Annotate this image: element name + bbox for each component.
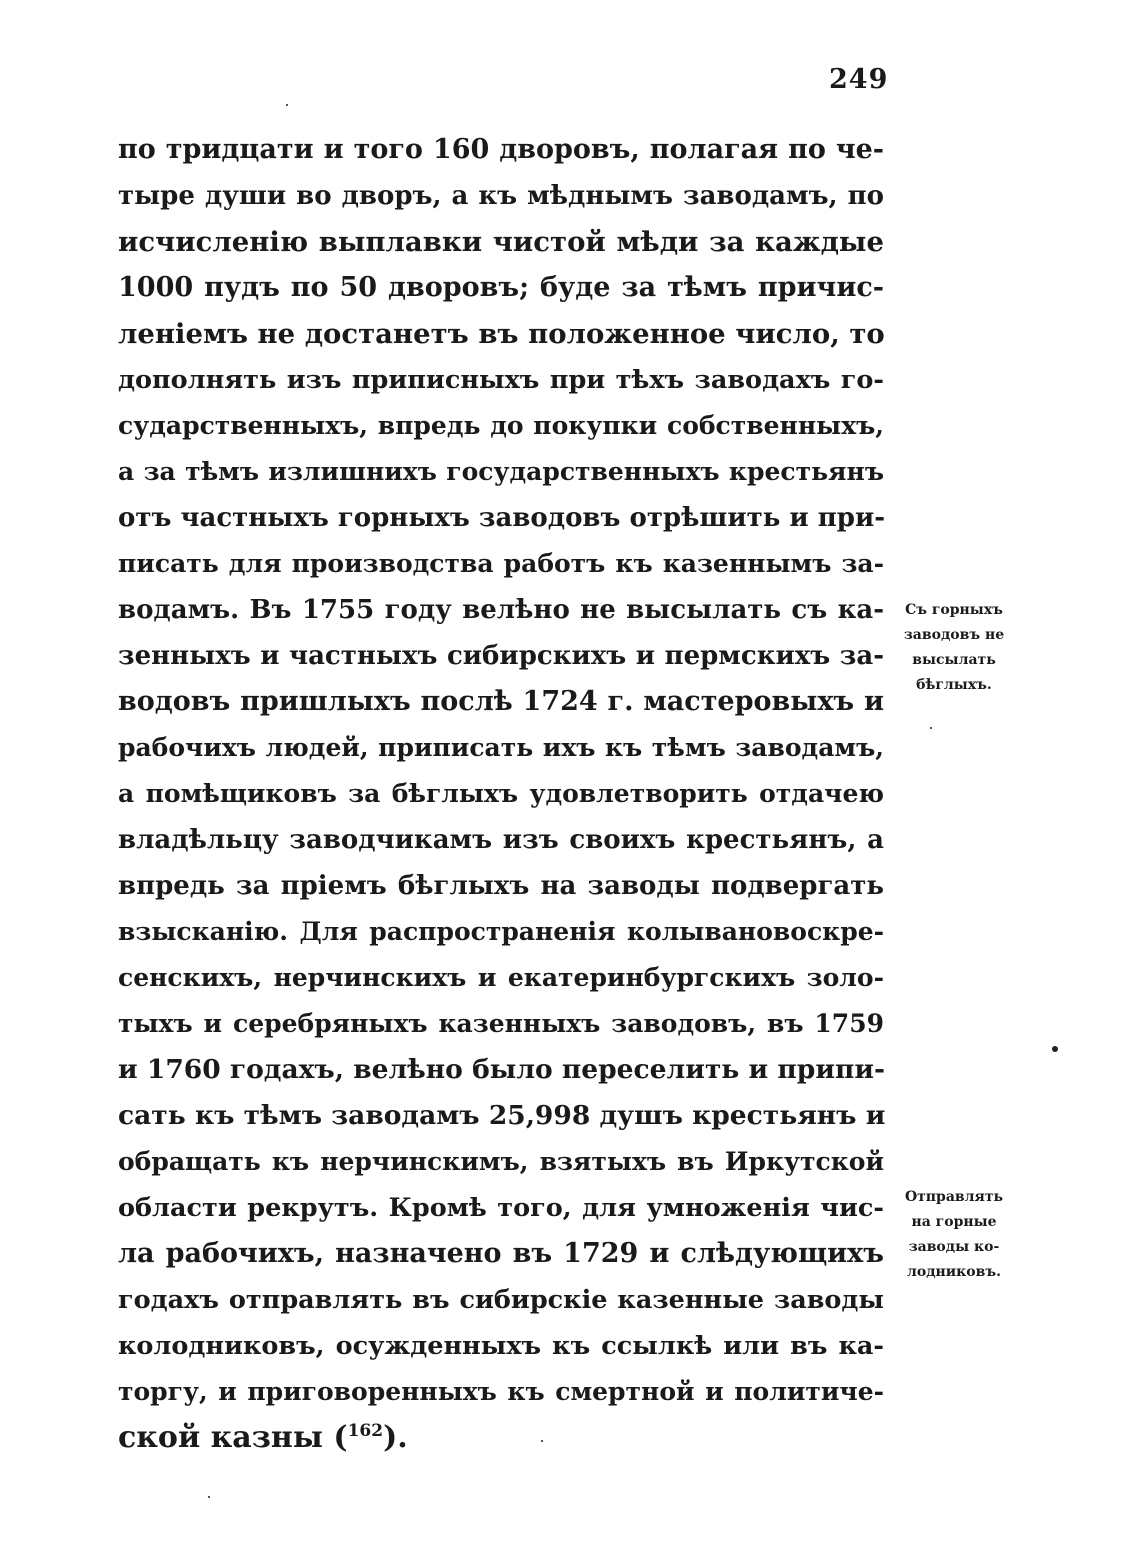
print-speck [208,1496,210,1498]
text-line: тыре души во дворъ, а къ мѣднымъ заводамъ, по [118,181,884,211]
text-line: годахъ отправлять въ сибирскіе казенные заводы [118,1285,884,1315]
margin-note-line: Съ горныхъ [905,602,1003,618]
text-line: исчисленію выплавки чистой мѣди за каждые [118,226,884,258]
margin-note-line: лодниковъ. [907,1264,1001,1280]
text-line: торгу, и приговоренныхъ къ смертной и политиче- [118,1377,884,1406]
text-line: отъ частныхъ горныхъ заводовъ отрѣшить и при- [118,503,886,533]
text-line: взысканію. Для распространенія колывановоскре- [118,917,884,946]
text-line: и 1760 годахъ, велѣно было переселить и припи- [118,1054,886,1085]
margin-note-line: на горные [911,1214,997,1230]
text-line: тыхъ и серебряныхъ казенныхъ заводовъ, въ 1759 [118,1009,884,1038]
margin-note-line: заводовъ не [903,627,1005,643]
margin-note-convicts [888,1185,1020,1285]
text-line: дополнять изъ приписныхъ при тѣхъ заводахъ го- [118,365,884,395]
text-line: по тридцати и того 160 дворовъ, полагая по че- [118,134,884,165]
text-line: леніемъ не достанетъ въ положенное число, то [118,318,885,350]
margin-note-line: высылать [912,652,996,668]
text-line: сенскихъ, нерчинскихъ и екатеринбургскихъ золо- [118,963,884,992]
footnote-reference: 162 [347,1421,384,1441]
text-line: сударственныхъ, впредь до покупки собственныхъ, [118,411,884,440]
text-line: владѣльцу заводчикамъ изъ своихъ крестьянъ, а [118,825,884,855]
text-line: писать для производства работъ къ казеннымъ за- [118,549,884,578]
margin-note-line: Отправлять [904,1189,1004,1205]
text-line: зенныхъ и частныхъ сибирскихъ и пермскихъ за- [118,641,884,671]
print-speck [541,1440,543,1442]
print-speck [930,727,932,729]
final-line-close: ). [383,1420,408,1455]
page-number: 249 [829,64,889,95]
final-line-text: ской казны ( [118,1420,348,1455]
text-line: впредь за пріемъ бѣглыхъ на заводы подвергать [118,871,884,901]
text-line: сать къ тѣмъ заводамъ 25,998 душъ крестьянъ и [118,1100,886,1131]
text-line: ла рабочихъ, назначено въ 1729 и слѣдующихъ [118,1238,884,1269]
text-line: колодниковъ, осужденныхъ къ ссылкѣ или въ ка- [118,1331,884,1361]
text-line: водовъ пришлыхъ послѣ 1724 г. мастеровыхъ и [118,686,884,717]
text-line: области рекрутъ. Кромѣ того, для умноженія чис- [118,1193,884,1223]
margin-note-fugitives [888,598,1020,698]
text-line: обращать къ нерчинскимъ, взятыхъ въ Иркутской [118,1147,884,1176]
margin-note-line: заводы ко- [908,1239,1000,1255]
print-speck [286,104,288,106]
text-line: рабочихъ людей, приписать ихъ къ тѣмъ заводамъ, [118,733,884,762]
text-line: а помѣщиковъ за бѣглыхъ удовлетворить отдачею [118,779,884,808]
margin-note-line: бѣглыхъ. [916,677,992,693]
text-line: 1000 пудъ по 50 дворовъ; буде за тѣмъ причис- [118,272,884,303]
text-line: а за тѣмъ излишнихъ государственныхъ крестьянъ [118,457,884,486]
text-line: водамъ. Въ 1755 году велѣно не высылать съ ка- [118,595,884,625]
print-speck [1052,1046,1058,1052]
text-line-final [118,1415,884,1461]
